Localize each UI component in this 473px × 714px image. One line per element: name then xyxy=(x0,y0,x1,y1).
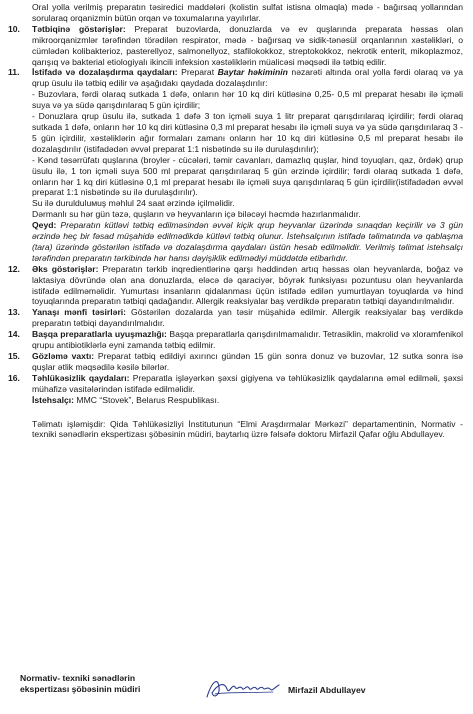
dosage-pigs: - Donuzlara qrup üsulu ilə, sutkada 1 dəfə 3 ton içməli suya 1 litr preparat qarışdırılaraq içirdilir; fərdi olaraq sutkada 1 dəfə, onların hər 10 kq diri kütləsinə 0,3 ml preparat hesabı ilə içməli suya və ya südə qarışdırılaraq 3 - 5 gün içirdilir, xəstəliklərin ağır formaları zamanı onların hər 10 kq diri kütləsinə 0,5 ml preparat hesabı ilə dozalaşdırılır (istifadədən əvvəl preparat 1:1 nisbətində su ilə durulaşdırılır); xyxy=(32,111,463,154)
dosage-calves: - Buzovlara, fərdi olaraq sutkada 1 dəfə, onların hər 10 kq diri kütləsinə 0,25- 0,5 ml preparat hesabı ilə içməli suya və ya südə qarışdırılaraq 5 gün içirdilir; xyxy=(32,89,463,111)
spacer xyxy=(8,406,463,419)
daily-water-note: Dərmanlı su hər gün təzə, quşların və heyvanların içə biləcəyi həcmdə hazırlanmalıdır. xyxy=(32,209,361,220)
section-usage-dosage xyxy=(8,67,463,89)
section-title: İstifadə və dozalaşdırma qaydaları: xyxy=(32,67,178,78)
section-number: 12. xyxy=(8,263,20,274)
signatory-name: Mirfazil Abdullayev xyxy=(288,685,366,695)
section-text: Başqa preparatlarla qarışdırılmamalıdır. Tetrasiklin, makrolid və xloramfenikol qrupu antibiotiklərlə eyni zamanda tətbiq edilmir. xyxy=(32,329,463,351)
section-title: Yanaşı mənfi təsirləri: xyxy=(32,307,127,318)
section-number: 10. xyxy=(8,23,20,34)
dosage-poultry: - Kənd təsərrüfatı quşlarına (broyler - cücələri, təmir cavanları, damazlıq quşlar, hind toyuqları, qaz, ördək) qrup üsulu ilə, 1 ton içməli suya 500 ml preparat qarışdırılaraq 5 gün ərzində içirdilir; fərdi olaraq sutkada 1 dəfə, onların hər 1 kq diri kütləsinə 0,1 ml preparat hesabı ilə içməli suya qarışdırılaraq 5 gün içirdilir(istifadədən əvvəl preparat 1:1 nisbətində su ilə durulaşdırılır). xyxy=(32,154,463,198)
section-incompatibility xyxy=(8,329,463,351)
section-indications xyxy=(8,24,463,68)
approval-paragraph: Təlimatı işləmişdir: Qida Təhlükəsizliyi İnstitutunun “Elmi Araşdırmalar Mərkəzi” departamentinin, Normativ - texniki sənədlərin ekspertizası şöbəsinin müdiri, baytarlıq üzrə fəlsəfə doktoru Mirfazil Qafar oğlu Abdullayev. xyxy=(32,418,463,440)
section-title: Gözləmə vaxtı: xyxy=(32,351,95,361)
note-label: Qeyd: xyxy=(32,220,57,231)
diluted-solution-note: Su ilə durulduluмuş məhlul 24 saat ərzində içilməlidir. xyxy=(32,198,235,209)
section-text: Preparat tətbiq edildiyi axırıncı gündən 15 gün sonra donuz və buzovlar, 12 sutka sonra isə quşlar ətlik məqsədilə kəsilə bilərlər. xyxy=(32,351,464,372)
section-withdrawal-period xyxy=(8,351,463,373)
manufacturer-line xyxy=(8,395,463,406)
section-title: Əks göstərişlər: xyxy=(32,263,99,274)
section-number: 16. xyxy=(8,372,20,383)
section-text: Preparat buzovlarda, donuzlarda və ev quşlarında preparata həssas olan mikroorqanizmlər tərəfindən törədilən respirator, mədə - bağırsaq və sidik-tənəsül orqanlarının xəstəlikləri, o cümlədən kolibakterioz, pasterellyoz, salmonellyoz, stafilokokkoz, streptokokkoz, nekrotik enterit, mikoplazmoz, qarışıq və bakterial etiologiyalı ikincili infeksion xəstəliklərin müalicəsi məqsədi ilə tətbiq edilir. xyxy=(32,23,464,67)
section-title: Təhlükəsizlik qaydaları: xyxy=(32,372,130,383)
signature-block xyxy=(8,673,463,711)
section-number: 15. xyxy=(8,351,20,361)
section-safety-rules xyxy=(8,373,463,395)
section-number: 13. xyxy=(8,307,20,318)
section-text: nəzarəti altında oral yolla fərdi olaraq və ya qrup üsulu ilə tətbiq edilir və aşağıdakı qaydada dozalaşdırılır: xyxy=(32,67,463,89)
section-title: Tətbiqinə göstərişlər: xyxy=(32,23,126,34)
section-text: Preparatın tərkib inqredientlərinə qarşı həddindən artıq həssas olan heyvanlarda, boğaz və laktasiya dövründə olan ana donuzlarda, eləcə də qaraciyər, böyrək funksiyası pozuntusu olan heyvanlarda istifadə edilməməlidir. Yumurtası insanların qidalanması üçün istifadə edilən yumurtlayan toyuqlarda və hind toyuqlarında preparatın tətbiqi qadağandır. Allergik reaksiyalar baş verdikdə preparatın tətbiqi dayandırılmalıdır. xyxy=(32,263,463,307)
section-text: Preparatla işləyərkən şəxsi gigiyena və təhlükəsizlik qaydalarına əməl edilməli, şəxsi mühafizə vasitələrindən istifadə edilməlidir. xyxy=(32,372,463,394)
manufacturer-label: İstehsalçı: xyxy=(32,394,75,405)
note-paragraph xyxy=(8,220,463,264)
section-text: Göstərilən dozalarda yan təsir müşahidə edilmir. Allergik reaksiyalar baş verdikdə preparatın tətbiqi dayandırılmalıdır. xyxy=(32,307,464,329)
section-contraindications xyxy=(8,264,463,308)
section-number: 11. xyxy=(8,67,20,78)
handwritten-signature xyxy=(203,673,283,703)
section-title: Başqa preparatlarla uyuşmazlığı: xyxy=(32,329,167,340)
signatory-title-line: ekspertizası şöbəsinin müdiri xyxy=(20,684,141,694)
note-text: Preparatın kütləvi tətbiq edilməsindən əvvəl kiçik qrup heyvanlar üzərində sınaqdan keçirilir və 3 gün ərzində heç bir fəsad müşahidə edilmədikdə kütləvi tətbiq olunur. İstehsalçının istifadə təlimatında və qablaşma (tara) üzərində göstərilən istifadə və dozalaşdırma qaydaları üstün hesab edilməlidir. Verilmiş təlimat istehsalçı tərəfindən preparatın tərkibində hər hansı dəyişiklik edilmədiyi müddətdə etibarlıdır. xyxy=(32,220,463,263)
veterinarian-emphasis: Baytar həkiminin xyxy=(217,67,288,78)
section-number: 14. xyxy=(8,329,20,340)
signatory-title-line: Normativ- texniki sənədlərin xyxy=(20,673,136,683)
section-text: Preparat xyxy=(177,67,218,78)
signatory-title xyxy=(20,673,140,695)
section-side-effects xyxy=(8,307,463,329)
intro-paragraph: Oral yolla verilmiş preparatın təsiredici maddələri (kolistin sulfat istisna olmaqla) mədə - bağırsaq yollarından sorularaq orqanizmin bütün orqan və toxumalarına yayılırlar. xyxy=(32,2,463,23)
manufacturer-text: MMC “Stovek”, Belarus Respublikası. xyxy=(74,394,220,405)
